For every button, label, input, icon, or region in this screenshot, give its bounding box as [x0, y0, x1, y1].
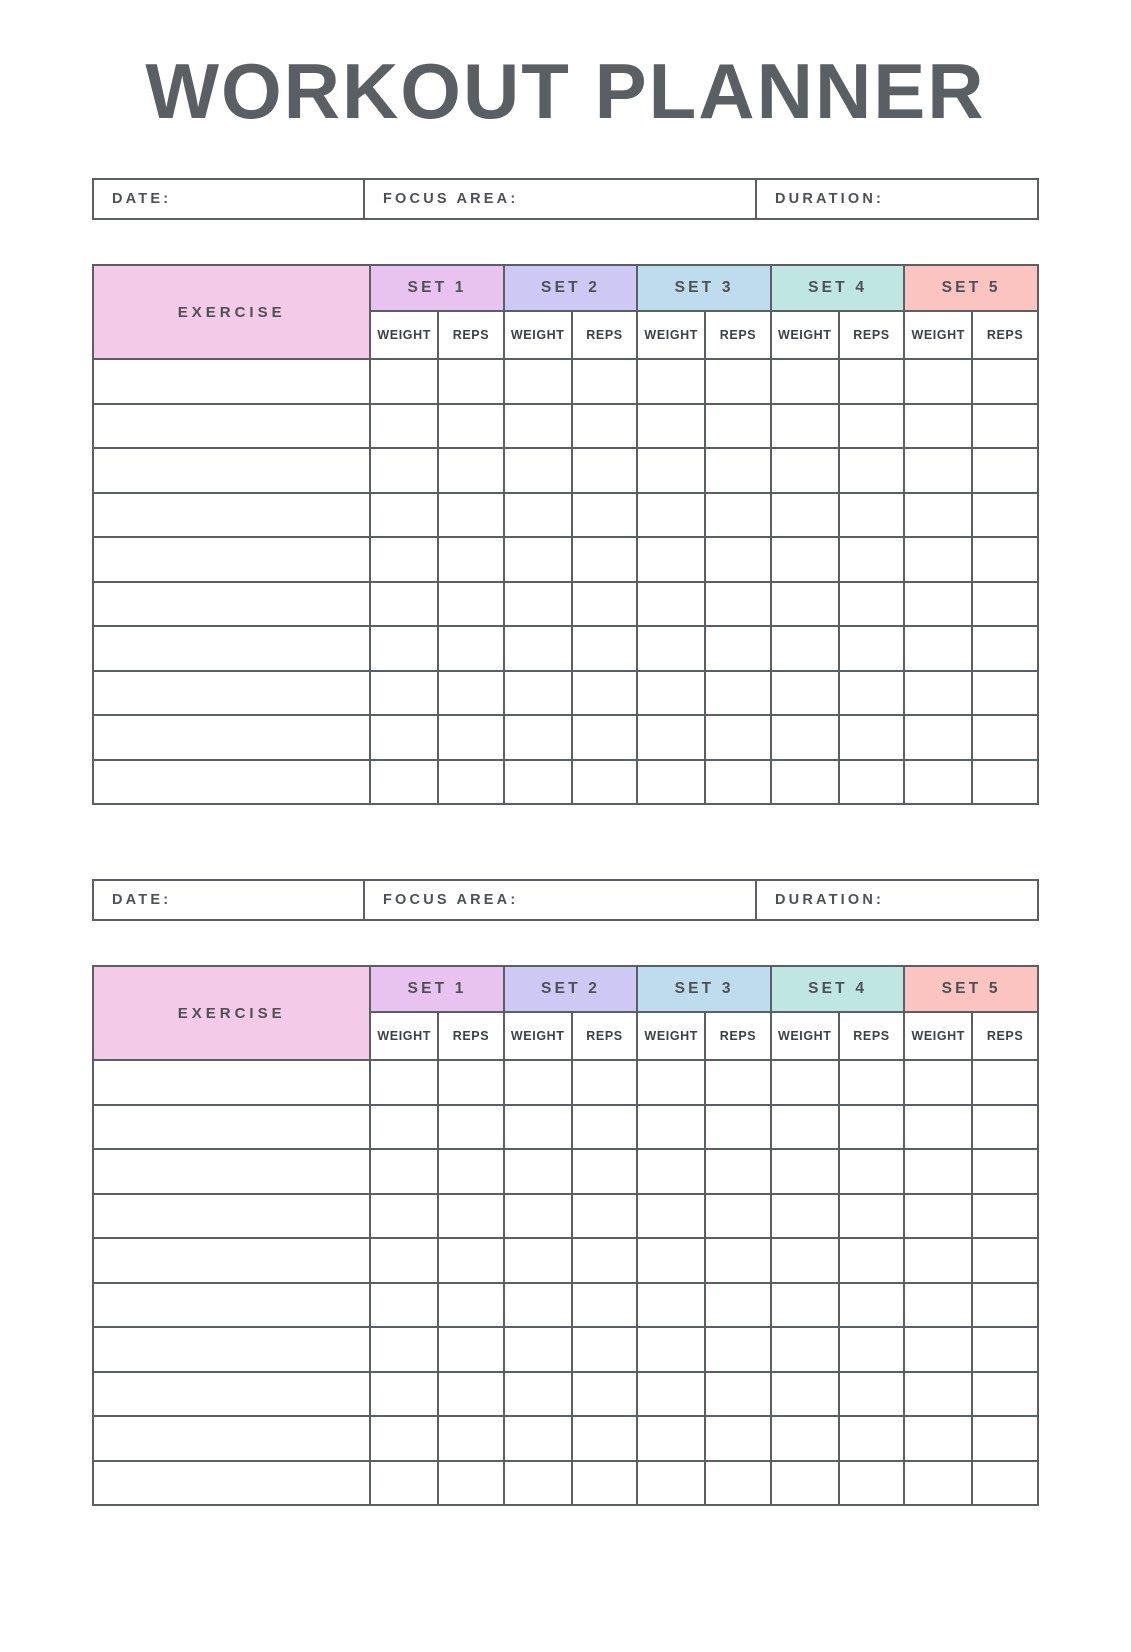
- date-field-2[interactable]: [94, 881, 365, 919]
- reps-cell-5[interactable]: [972, 404, 1038, 449]
- exercise-cell[interactable]: [93, 448, 370, 493]
- weight-cell-4[interactable]: [771, 404, 839, 449]
- reps-cell-1[interactable]: [438, 1194, 504, 1239]
- weight-cell-1[interactable]: [370, 1060, 438, 1105]
- weight-cell-2[interactable]: [504, 537, 572, 582]
- reps-cell-4[interactable]: [839, 359, 905, 404]
- reps-cell-3[interactable]: [705, 671, 771, 716]
- meta-row-1: [92, 178, 1039, 220]
- weight-cell-5[interactable]: [904, 1149, 972, 1194]
- duration-label: DURATION:: [775, 191, 885, 207]
- set-header-3: SET 3: [637, 966, 771, 1012]
- weight-header-4: WEIGHT: [771, 311, 839, 359]
- weight-cell-1[interactable]: [370, 359, 438, 404]
- weight-cell-3[interactable]: [637, 582, 705, 627]
- reps-cell-2[interactable]: [572, 1149, 638, 1194]
- set-header-5: SET 5: [904, 265, 1038, 311]
- table-row: [93, 760, 1038, 805]
- date-label: DATE:: [112, 191, 172, 207]
- weight-cell-5[interactable]: [904, 1416, 972, 1461]
- reps-header-3: REPS: [705, 311, 771, 359]
- weight-cell-3[interactable]: [637, 1283, 705, 1328]
- exercise-cell[interactable]: [93, 1105, 370, 1150]
- table-row: [93, 626, 1038, 671]
- reps-cell-1[interactable]: [438, 1105, 504, 1150]
- weight-cell-3[interactable]: [637, 671, 705, 716]
- reps-cell-5[interactable]: [972, 1461, 1038, 1506]
- table-body-2: [93, 1060, 1038, 1505]
- weight-cell-3[interactable]: [637, 1105, 705, 1150]
- weight-cell-3[interactable]: [637, 760, 705, 805]
- reps-cell-3[interactable]: [705, 1416, 771, 1461]
- meta-row-2: [92, 879, 1039, 921]
- weight-cell-5[interactable]: [904, 404, 972, 449]
- weight-cell-3[interactable]: [637, 1372, 705, 1417]
- reps-cell-5[interactable]: [972, 671, 1038, 716]
- reps-cell-4[interactable]: [839, 1149, 905, 1194]
- reps-cell-3[interactable]: [705, 359, 771, 404]
- reps-header-2: REPS: [572, 1012, 638, 1060]
- weight-cell-1[interactable]: [370, 1327, 438, 1372]
- table-row: [93, 359, 1038, 404]
- reps-cell-1[interactable]: [438, 626, 504, 671]
- reps-header-1: REPS: [438, 311, 504, 359]
- exercise-cell[interactable]: [93, 1283, 370, 1328]
- weight-cell-4[interactable]: [771, 537, 839, 582]
- reps-cell-2[interactable]: [572, 404, 638, 449]
- reps-cell-1[interactable]: [438, 582, 504, 627]
- weight-cell-4[interactable]: [771, 1283, 839, 1328]
- reps-cell-4[interactable]: [839, 1283, 905, 1328]
- weight-cell-2[interactable]: [504, 1149, 572, 1194]
- weight-cell-4[interactable]: [771, 760, 839, 805]
- weight-cell-2[interactable]: [504, 1372, 572, 1417]
- reps-cell-3[interactable]: [705, 448, 771, 493]
- weight-cell-5[interactable]: [904, 1461, 972, 1506]
- reps-header-5: REPS: [972, 1012, 1038, 1060]
- exercise-cell[interactable]: [93, 1372, 370, 1417]
- weight-cell-1[interactable]: [370, 715, 438, 760]
- weight-cell-4[interactable]: [771, 448, 839, 493]
- workout-table-2: [92, 965, 1039, 1506]
- weight-cell-4[interactable]: [771, 1327, 839, 1372]
- weight-cell-5[interactable]: [904, 1060, 972, 1105]
- weight-cell-2[interactable]: [504, 760, 572, 805]
- weight-cell-5[interactable]: [904, 671, 972, 716]
- weight-header-2: WEIGHT: [504, 311, 572, 359]
- weight-cell-5[interactable]: [904, 537, 972, 582]
- weight-cell-1[interactable]: [370, 626, 438, 671]
- exercise-header: EXERCISE: [93, 265, 370, 359]
- weight-cell-1[interactable]: [370, 671, 438, 716]
- reps-cell-5[interactable]: [972, 1283, 1038, 1328]
- reps-cell-3[interactable]: [705, 1461, 771, 1506]
- reps-cell-4[interactable]: [839, 715, 905, 760]
- weight-cell-1[interactable]: [370, 582, 438, 627]
- reps-cell-4[interactable]: [839, 626, 905, 671]
- weight-cell-3[interactable]: [637, 493, 705, 538]
- table-row: [93, 493, 1038, 538]
- exercise-cell[interactable]: [93, 404, 370, 449]
- focus-area-field-2[interactable]: [365, 881, 757, 919]
- weight-cell-4[interactable]: [771, 1060, 839, 1105]
- reps-cell-3[interactable]: [705, 1327, 771, 1372]
- weight-cell-2[interactable]: [504, 582, 572, 627]
- exercise-cell[interactable]: [93, 537, 370, 582]
- page-title: WORKOUT PLANNER: [145, 47, 986, 135]
- reps-cell-1[interactable]: [438, 671, 504, 716]
- reps-header-5: REPS: [972, 311, 1038, 359]
- weight-cell-2[interactable]: [504, 404, 572, 449]
- reps-cell-3[interactable]: [705, 1105, 771, 1150]
- reps-cell-1[interactable]: [438, 448, 504, 493]
- reps-cell-4[interactable]: [839, 1105, 905, 1150]
- reps-cell-2[interactable]: [572, 715, 638, 760]
- exercise-cell[interactable]: [93, 493, 370, 538]
- weight-header-2: WEIGHT: [504, 1012, 572, 1060]
- reps-cell-2[interactable]: [572, 1105, 638, 1150]
- reps-cell-4[interactable]: [839, 493, 905, 538]
- table-row: [93, 1194, 1038, 1239]
- reps-cell-3[interactable]: [705, 1149, 771, 1194]
- table-header-1: [93, 265, 1038, 359]
- weight-cell-5[interactable]: [904, 1372, 972, 1417]
- exercise-cell[interactable]: [93, 1194, 370, 1239]
- reps-header-1: REPS: [438, 1012, 504, 1060]
- reps-cell-2[interactable]: [572, 760, 638, 805]
- weight-cell-2[interactable]: [504, 448, 572, 493]
- exercise-cell[interactable]: [93, 1060, 370, 1105]
- weight-cell-3[interactable]: [637, 359, 705, 404]
- reps-cell-5[interactable]: [972, 359, 1038, 404]
- table-row: [93, 448, 1038, 493]
- weight-cell-5[interactable]: [904, 1327, 972, 1372]
- weight-cell-3[interactable]: [637, 715, 705, 760]
- reps-cell-2[interactable]: [572, 1060, 638, 1105]
- table-row: [93, 582, 1038, 627]
- table-body-1: [93, 359, 1038, 804]
- reps-cell-3[interactable]: [705, 715, 771, 760]
- reps-cell-5[interactable]: [972, 1194, 1038, 1239]
- reps-cell-1[interactable]: [438, 1238, 504, 1283]
- weight-cell-2[interactable]: [504, 1327, 572, 1372]
- weight-header-3: WEIGHT: [637, 1012, 705, 1060]
- set-header-3: SET 3: [637, 265, 771, 311]
- exercise-cell[interactable]: [93, 626, 370, 671]
- reps-cell-3[interactable]: [705, 1194, 771, 1239]
- duration-field-1[interactable]: [757, 180, 1037, 218]
- duration-label: DURATION:: [775, 892, 885, 908]
- weight-cell-1[interactable]: [370, 1238, 438, 1283]
- weight-cell-1[interactable]: [370, 1194, 438, 1239]
- weight-cell-1[interactable]: [370, 493, 438, 538]
- section-divider: [92, 805, 1039, 831]
- reps-cell-2[interactable]: [572, 671, 638, 716]
- weight-cell-4[interactable]: [771, 582, 839, 627]
- weight-header-1: WEIGHT: [370, 1012, 438, 1060]
- weight-cell-4[interactable]: [771, 1238, 839, 1283]
- exercise-cell[interactable]: [93, 1461, 370, 1506]
- weight-cell-3[interactable]: [637, 1416, 705, 1461]
- reps-cell-4[interactable]: [839, 671, 905, 716]
- reps-cell-4[interactable]: [839, 760, 905, 805]
- weight-cell-5[interactable]: [904, 1238, 972, 1283]
- table-row: [93, 1327, 1038, 1372]
- reps-cell-4[interactable]: [839, 1194, 905, 1239]
- weight-cell-2[interactable]: [504, 715, 572, 760]
- exercise-cell[interactable]: [93, 1149, 370, 1194]
- reps-cell-1[interactable]: [438, 1372, 504, 1417]
- reps-header-4: REPS: [839, 1012, 905, 1060]
- table-row: [93, 671, 1038, 716]
- reps-cell-2[interactable]: [572, 1238, 638, 1283]
- weight-cell-2[interactable]: [504, 1238, 572, 1283]
- weight-cell-2[interactable]: [504, 1283, 572, 1328]
- reps-cell-2[interactable]: [572, 1461, 638, 1506]
- reps-header-2: REPS: [572, 311, 638, 359]
- weight-cell-5[interactable]: [904, 1105, 972, 1150]
- reps-cell-4[interactable]: [839, 1372, 905, 1417]
- exercise-cell[interactable]: [93, 359, 370, 404]
- set-header-1: SET 1: [370, 265, 504, 311]
- reps-cell-1[interactable]: [438, 1060, 504, 1105]
- weight-cell-3[interactable]: [637, 537, 705, 582]
- reps-cell-1[interactable]: [438, 1283, 504, 1328]
- reps-cell-2[interactable]: [572, 359, 638, 404]
- weight-cell-2[interactable]: [504, 1416, 572, 1461]
- weight-cell-1[interactable]: [370, 760, 438, 805]
- weight-cell-5[interactable]: [904, 359, 972, 404]
- exercise-cell[interactable]: [93, 582, 370, 627]
- table-row: [93, 1060, 1038, 1105]
- weight-cell-2[interactable]: [504, 626, 572, 671]
- reps-cell-5[interactable]: [972, 448, 1038, 493]
- set-header-1: SET 1: [370, 966, 504, 1012]
- weight-cell-4[interactable]: [771, 1416, 839, 1461]
- reps-cell-2[interactable]: [572, 1283, 638, 1328]
- weight-cell-3[interactable]: [637, 626, 705, 671]
- reps-cell-4[interactable]: [839, 1416, 905, 1461]
- reps-cell-5[interactable]: [972, 1327, 1038, 1372]
- reps-cell-4[interactable]: [839, 404, 905, 449]
- reps-cell-1[interactable]: [438, 1416, 504, 1461]
- focus-area-label: FOCUS AREA:: [383, 191, 519, 207]
- weight-cell-3[interactable]: [637, 448, 705, 493]
- table-row: [93, 715, 1038, 760]
- reps-cell-2[interactable]: [572, 1194, 638, 1239]
- weight-cell-4[interactable]: [771, 1149, 839, 1194]
- weight-header-3: WEIGHT: [637, 311, 705, 359]
- weight-cell-2[interactable]: [504, 1060, 572, 1105]
- reps-cell-3[interactable]: [705, 1283, 771, 1328]
- weight-cell-5[interactable]: [904, 715, 972, 760]
- reps-cell-4[interactable]: [839, 1238, 905, 1283]
- reps-cell-1[interactable]: [438, 537, 504, 582]
- weight-cell-4[interactable]: [771, 1105, 839, 1150]
- set-header-5: SET 5: [904, 966, 1038, 1012]
- reps-cell-2[interactable]: [572, 1372, 638, 1417]
- set-header-4: SET 4: [771, 966, 905, 1012]
- weight-cell-3[interactable]: [637, 404, 705, 449]
- reps-cell-4[interactable]: [839, 1327, 905, 1372]
- reps-cell-2[interactable]: [572, 626, 638, 671]
- weight-cell-4[interactable]: [771, 1461, 839, 1506]
- reps-cell-3[interactable]: [705, 626, 771, 671]
- reps-cell-3[interactable]: [705, 537, 771, 582]
- table-row: [93, 1461, 1038, 1506]
- exercise-cell[interactable]: [93, 1327, 370, 1372]
- table-row: [93, 1105, 1038, 1150]
- weight-cell-1[interactable]: [370, 1283, 438, 1328]
- table-row: [93, 1372, 1038, 1417]
- focus-area-label: FOCUS AREA:: [383, 892, 519, 908]
- exercise-cell[interactable]: [93, 1238, 370, 1283]
- weight-header-5: WEIGHT: [904, 311, 972, 359]
- set-header-2: SET 2: [504, 966, 638, 1012]
- weight-cell-3[interactable]: [637, 1149, 705, 1194]
- reps-cell-4[interactable]: [839, 582, 905, 627]
- table-row: [93, 537, 1038, 582]
- duration-field-2[interactable]: [757, 881, 1037, 919]
- table-row: [93, 1238, 1038, 1283]
- weight-cell-3[interactable]: [637, 1461, 705, 1506]
- weight-cell-1[interactable]: [370, 1416, 438, 1461]
- reps-cell-2[interactable]: [572, 493, 638, 538]
- set-header-4: SET 4: [771, 265, 905, 311]
- reps-cell-2[interactable]: [572, 448, 638, 493]
- table-row: [93, 1283, 1038, 1328]
- reps-cell-1[interactable]: [438, 1149, 504, 1194]
- table-row: [93, 404, 1038, 449]
- date-label: DATE:: [112, 892, 172, 908]
- weight-cell-1[interactable]: [370, 448, 438, 493]
- focus-area-field-1[interactable]: [365, 180, 757, 218]
- reps-cell-3[interactable]: [705, 1060, 771, 1105]
- table-row: [93, 1416, 1038, 1461]
- weight-cell-5[interactable]: [904, 1194, 972, 1239]
- weight-cell-1[interactable]: [370, 1149, 438, 1194]
- weight-cell-5[interactable]: [904, 1283, 972, 1328]
- weight-cell-2[interactable]: [504, 1461, 572, 1506]
- reps-cell-3[interactable]: [705, 1238, 771, 1283]
- weight-cell-4[interactable]: [771, 493, 839, 538]
- weight-header-4: WEIGHT: [771, 1012, 839, 1060]
- weight-cell-1[interactable]: [370, 1461, 438, 1506]
- reps-cell-2[interactable]: [572, 537, 638, 582]
- weight-cell-2[interactable]: [504, 1105, 572, 1150]
- weight-header-5: WEIGHT: [904, 1012, 972, 1060]
- exercise-header: EXERCISE: [93, 966, 370, 1060]
- reps-cell-4[interactable]: [839, 537, 905, 582]
- reps-cell-1[interactable]: [438, 1461, 504, 1506]
- reps-cell-5[interactable]: [972, 537, 1038, 582]
- weight-cell-3[interactable]: [637, 1238, 705, 1283]
- exercise-cell[interactable]: [93, 1416, 370, 1461]
- reps-cell-3[interactable]: [705, 760, 771, 805]
- reps-cell-3[interactable]: [705, 582, 771, 627]
- reps-cell-5[interactable]: [972, 760, 1038, 805]
- weight-cell-3[interactable]: [637, 1327, 705, 1372]
- weight-cell-2[interactable]: [504, 671, 572, 716]
- weight-cell-4[interactable]: [771, 671, 839, 716]
- set-header-2: SET 2: [504, 265, 638, 311]
- weight-cell-1[interactable]: [370, 1372, 438, 1417]
- weight-cell-3[interactable]: [637, 1194, 705, 1239]
- weight-cell-5[interactable]: [904, 448, 972, 493]
- reps-cell-5[interactable]: [972, 626, 1038, 671]
- reps-cell-5[interactable]: [972, 1238, 1038, 1283]
- reps-header-4: REPS: [839, 311, 905, 359]
- weight-cell-5[interactable]: [904, 493, 972, 538]
- reps-header-3: REPS: [705, 1012, 771, 1060]
- date-field-1[interactable]: [94, 180, 365, 218]
- weight-cell-4[interactable]: [771, 715, 839, 760]
- reps-cell-4[interactable]: [839, 1060, 905, 1105]
- table-header-2: [93, 966, 1038, 1060]
- weight-cell-5[interactable]: [904, 582, 972, 627]
- weight-cell-1[interactable]: [370, 1105, 438, 1150]
- reps-cell-2[interactable]: [572, 582, 638, 627]
- reps-cell-5[interactable]: [972, 1060, 1038, 1105]
- reps-cell-1[interactable]: [438, 1327, 504, 1372]
- reps-cell-2[interactable]: [572, 1327, 638, 1372]
- weight-cell-5[interactable]: [904, 760, 972, 805]
- reps-cell-5[interactable]: [972, 1149, 1038, 1194]
- weight-cell-4[interactable]: [771, 626, 839, 671]
- weight-cell-4[interactable]: [771, 1372, 839, 1417]
- reps-cell-1[interactable]: [438, 760, 504, 805]
- weight-cell-2[interactable]: [504, 493, 572, 538]
- reps-cell-3[interactable]: [705, 1372, 771, 1417]
- workout-planner-page: [0, 47, 1131, 1652]
- reps-cell-3[interactable]: [705, 404, 771, 449]
- reps-cell-5[interactable]: [972, 1416, 1038, 1461]
- weight-cell-2[interactable]: [504, 1194, 572, 1239]
- exercise-cell[interactable]: [93, 715, 370, 760]
- weight-cell-1[interactable]: [370, 404, 438, 449]
- exercise-cell[interactable]: [93, 760, 370, 805]
- weight-cell-3[interactable]: [637, 1060, 705, 1105]
- reps-cell-4[interactable]: [839, 1461, 905, 1506]
- workout-table-1: [92, 264, 1039, 805]
- weight-cell-4[interactable]: [771, 1194, 839, 1239]
- exercise-cell[interactable]: [93, 671, 370, 716]
- weight-header-1: WEIGHT: [370, 311, 438, 359]
- weight-cell-4[interactable]: [771, 359, 839, 404]
- reps-cell-5[interactable]: [972, 1105, 1038, 1150]
- weight-cell-1[interactable]: [370, 537, 438, 582]
- reps-cell-1[interactable]: [438, 715, 504, 760]
- weight-cell-5[interactable]: [904, 626, 972, 671]
- reps-cell-5[interactable]: [972, 493, 1038, 538]
- reps-cell-1[interactable]: [438, 404, 504, 449]
- reps-cell-2[interactable]: [572, 1416, 638, 1461]
- reps-cell-4[interactable]: [839, 448, 905, 493]
- reps-cell-1[interactable]: [438, 359, 504, 404]
- reps-cell-3[interactable]: [705, 493, 771, 538]
- reps-cell-1[interactable]: [438, 493, 504, 538]
- weight-cell-2[interactable]: [504, 359, 572, 404]
- reps-cell-5[interactable]: [972, 1372, 1038, 1417]
- table-row: [93, 1149, 1038, 1194]
- reps-cell-5[interactable]: [972, 582, 1038, 627]
- reps-cell-5[interactable]: [972, 715, 1038, 760]
